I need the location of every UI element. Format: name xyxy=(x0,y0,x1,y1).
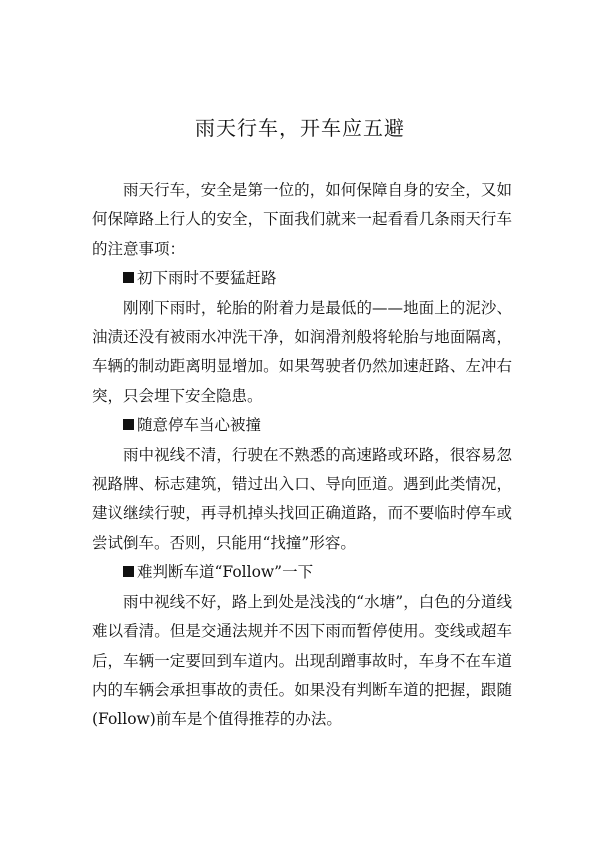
section-body-1: 刚刚下雨时，轮胎的附着力是最低的——地面上的泥沙、油渍还没有被雨水冲洗干净，如润滑剂般将轮胎与地面隔离，车辆的制动距离明显增加。如果驾驶者仍然加速赶路、左冲右突，只会埋下安全隐患。 xyxy=(92,298,512,405)
page-title: 雨天行车，开车应五避 xyxy=(195,116,405,140)
section-heading-3 xyxy=(92,558,512,587)
bullet-square-icon xyxy=(123,272,134,283)
intro-paragraph: 雨天行车，安全是第一位的，如何保障自身的安全，又如何保障路上行人的安全，下面我们就来一起看看几条雨天行车的注意事项： xyxy=(92,181,512,258)
section-heading-2-text: 随意停车当心被撞 xyxy=(137,416,262,435)
section-heading-1-text: 初下雨时不要猛赶路 xyxy=(137,269,277,288)
section-body-2: 雨中视线不清，行驶在不熟悉的高速路或环路，很容易忽视路牌、标志建筑，错过出入口、导向匝道。遇到此类情况，建议继续行驶，再寻机掉头找回正确道路，而不要临时停车或尝试倒车。否则，只能用“找撞”形容。 xyxy=(92,445,512,552)
document-body xyxy=(92,176,512,735)
bullet-square-icon xyxy=(123,566,134,577)
section-heading-2 xyxy=(92,411,512,440)
section-body-3: 雨中视线不好，路上到处是浅浅的“水塘”，白色的分道线难以看清。但是交通法规并不因下雨而暂停使用。变线或超车后，车辆一定要回到车道内。出现刮蹭事故时，车身不在车道内的车辆会承担事故的责任。如果没有判断车道的把握，跟随(Follow)前车是个值得推荐的办法。 xyxy=(92,592,512,729)
bullet-square-icon xyxy=(123,419,134,430)
section-heading-3-text: 难判断车道“Follow”一下 xyxy=(137,563,314,582)
section-heading-1 xyxy=(92,264,512,293)
